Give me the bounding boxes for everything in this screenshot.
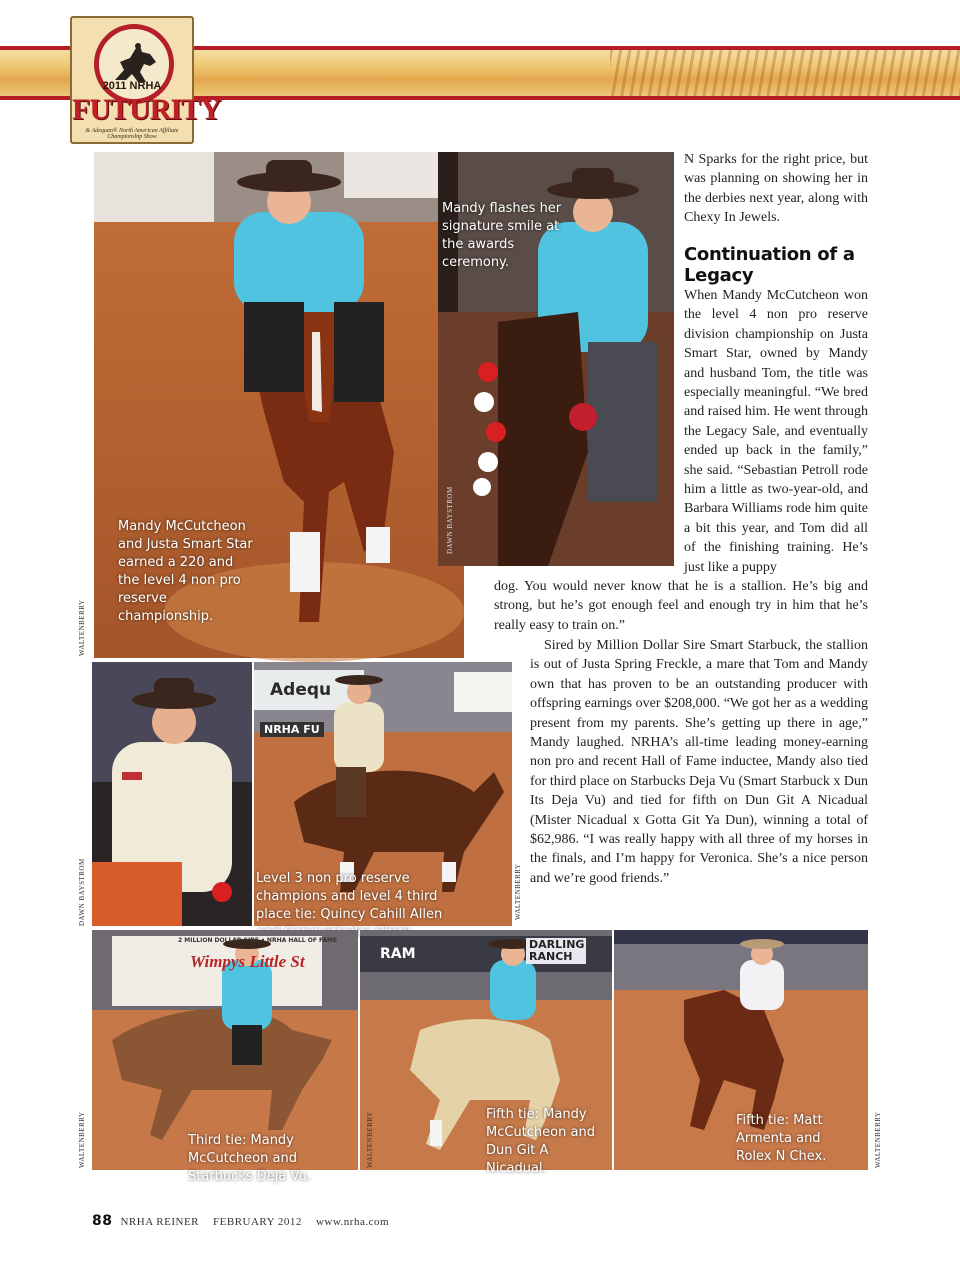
futurity-logo: [70, 16, 221, 144]
article-heading: Continuation of a Legacy: [684, 244, 855, 286]
photo-fifth-tie-a: [360, 930, 612, 1176]
photo-main-caption: Mandy McCutcheon and Justa Smart Star earned a 220 and the level 4 non pro reserve championship.: [118, 519, 253, 624]
article-para2: Sired by Million Dollar Sire Smart Starbuck, the stallion is out of Justa Spring Freckle, a mare that Tom and Mandy own that has proven to be an outstanding producer with offspring earnings over $208,000. “We got her as a wedding present from my parents. She’s getting up there in age,” Mandy laughed. NRHA’s all-time leading money-earning non pro and recent Hall of Fame inductee, Mandy also tied for third place on Starbucks Deja Vu (Smart Starbuck x Dun Its Deja Vu) and tied for fifth on Dun Git A Nicadual (Mister Nicadual x Gotta Git Ya Dun), winning a total of $62,986. “I was really happy with all three of my horses in the finals, and I’m happy for Veronica. She’s a nice person and we’re good friends.”: [530, 638, 868, 886]
photo-fifth-tie-a-banner: RAM: [380, 946, 416, 962]
photo-third-tie-banner: Wimpys Little St: [190, 952, 305, 971]
page-number: 88: [92, 1213, 113, 1229]
photo-main-reining: [94, 152, 464, 658]
photo-fifth-tie-a-credit: WALTENBERRY: [366, 1111, 374, 1168]
photo-third-tie-credit: WALTENBERRY: [78, 1111, 86, 1168]
photo-fifth-tie-b-credit: WALTENBERRY: [874, 1111, 882, 1168]
photo-awards-credit: DAWN BAYSTROM: [446, 486, 454, 554]
header-texture: [610, 50, 960, 96]
logo-wordmark: FUTURITY: [72, 93, 221, 126]
logo-subtitle: & Adequan® North American Affiliate Championship Show: [85, 128, 179, 140]
photo-awards-caption: Mandy flashes her signature smile at the awards ceremony.: [442, 201, 562, 270]
website-link[interactable]: www.nrha.com: [315, 1216, 390, 1228]
article-para1-narrow: When Mandy McCutcheon won the level 4 non pro reserve division championship on Justa Smart Star, owned by Mandy and husband Tom, the title was especially meaningful. “We bred and raised him. He went through the Legacy Sale, and eventually ended up back in the family,” she said. “Sebastian Petroll rode him a little as two-year-old, and Barbara Williams rode him quite a bit this year, and Tom did all of the finishing training. He’s just like a puppy: [684, 288, 868, 575]
photo-quincy-ride-caption: Level 3 non pro reserve champions and level 4 third place tie: Quincy Cahill Allen: [256, 871, 443, 922]
photo-third-tie-banner2: 2 MILLION DOLLAR SIRE • NRHA HALL OF FAME: [178, 937, 338, 944]
photo-quincy-ride-banner: Adequ: [270, 680, 332, 700]
photo-fifth-tie-a-banner2: DARLING RANCH: [526, 938, 586, 964]
photo-quincy-ride: [254, 662, 512, 926]
photo-fifth-tie-b-caption: Fifth tie: Matt Armenta and Rolex N Chex.: [736, 1113, 827, 1164]
photo-quincy-portrait-art: [92, 662, 252, 926]
photo-quincy-portrait: [92, 662, 252, 926]
logo-year: 2011 NRHA: [102, 80, 162, 92]
magazine-name: NRHA REINER: [120, 1216, 200, 1228]
article-para1-wide: dog. You would never know that he is a stallion. He’s big and strong, but he’s got enough feel and enough try in him that he’s really easy to train on.”: [494, 579, 868, 633]
photo-fifth-tie-a-caption: Fifth tie: Mandy McCutcheon and Dun Git A Nicadual.: [486, 1107, 595, 1176]
page-footer: [92, 1213, 403, 1229]
photo-awards: [438, 152, 674, 566]
issue-date: FEBRUARY 2012: [213, 1216, 302, 1228]
photo-quincy-portrait-credit: DAWN BAYSTROM: [78, 858, 86, 926]
photo-quincy-ride-banner2: NRHA FU: [260, 722, 324, 737]
photo-main-credit: WALTENBERRY: [78, 599, 86, 656]
photo-third-tie: [92, 930, 358, 1184]
photo-third-tie-caption: Third tie: Mandy McCutcheon and Starbucks Deja Vu.: [188, 1133, 311, 1184]
photo-fifth-tie-b: [614, 930, 868, 1170]
article-intro: N Sparks for the right price, but was planning on showing her in the derbies next year, along with Chexy In Jewels.: [684, 152, 868, 226]
photo-quincy-ride-credit: WALTENBERRY: [514, 863, 522, 920]
